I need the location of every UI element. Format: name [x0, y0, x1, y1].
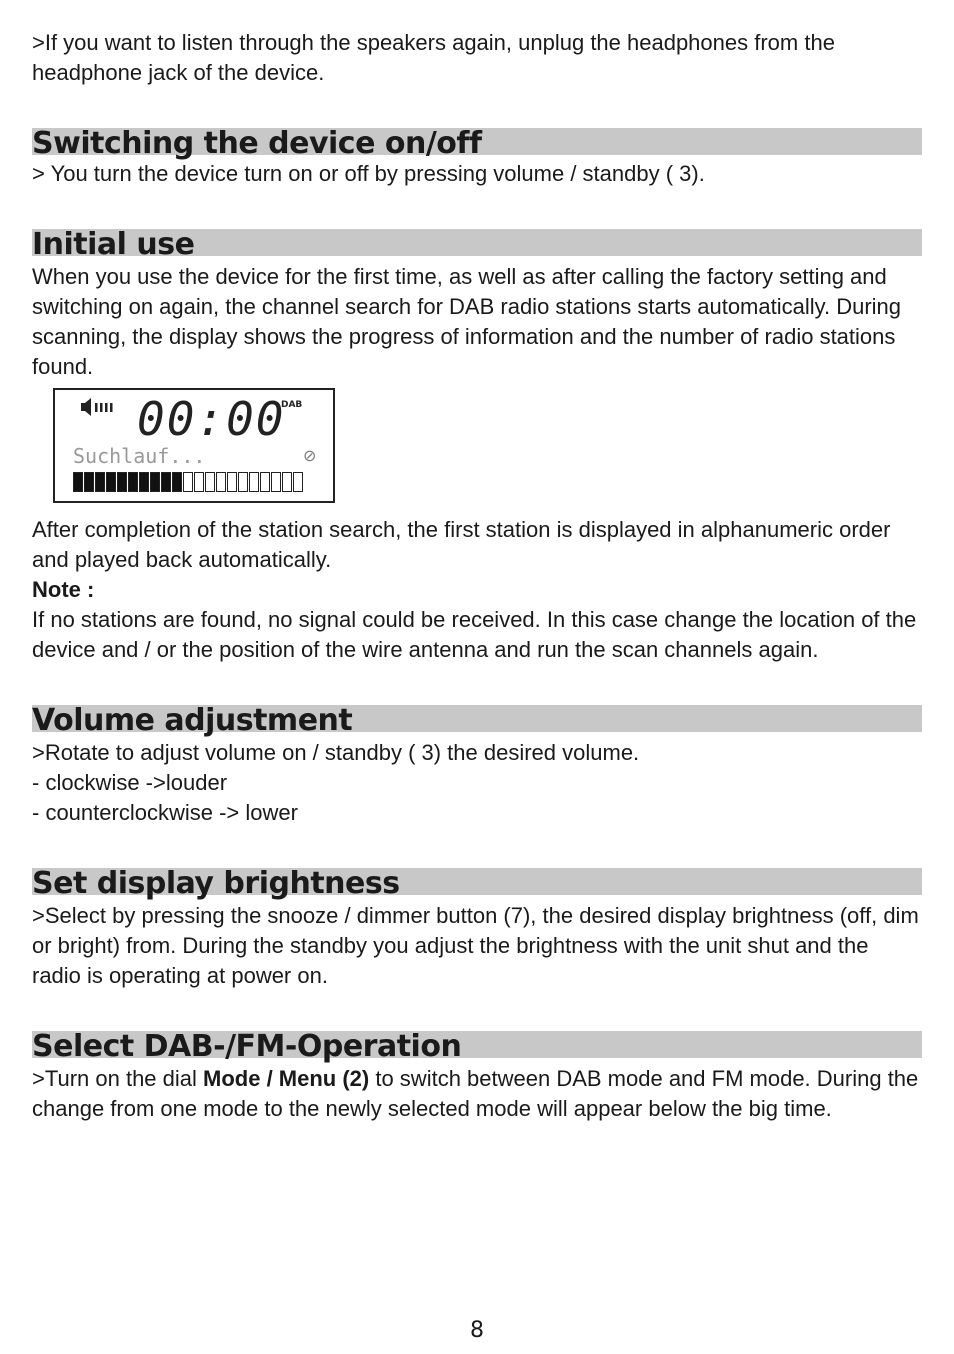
page-number: 8 [470, 1318, 484, 1343]
progress-segment [73, 472, 83, 492]
progress-segment [194, 472, 204, 492]
volume-counterclockwise-line: - counterclockwise -> lower [32, 800, 298, 825]
intro-paragraph: >If you want to listen through the speakers again, unplug the headphones from the headphone jack of the device. [32, 30, 835, 85]
note-paragraph: If no stations are found, no signal could be received. In this case change the location of the device and / or the position of the wire antenna and run the scan channels again. [32, 607, 917, 662]
progress-segment [293, 472, 303, 492]
progress-segment [183, 472, 193, 492]
progress-segment [161, 472, 171, 492]
section-heading-mode [32, 1029, 922, 1064]
volume-clockwise-line: - clockwise ->louder [32, 770, 228, 795]
band-indicator: DAB [281, 400, 303, 410]
progress-segment [95, 472, 105, 492]
progress-segment [117, 472, 127, 492]
scan-status-text: Suchlauf... [73, 444, 206, 468]
mode-paragraph [32, 1064, 922, 1124]
progress-segment [282, 472, 292, 492]
section-heading-initial-use [32, 227, 922, 262]
progress-segment [172, 472, 182, 492]
manual-page [32, 28, 922, 1124]
switching-paragraph: > You turn the device turn on or off by pressing volume / standby ( 3). [32, 161, 705, 186]
scan-progress-bar [73, 472, 303, 492]
brightness-paragraph: >Select by pressing the snooze / dimmer button (7), the desired display brightness (off, dim or bright) from. During the standby you adjust the brightness with the unit shut and the radio is operating at power on. [32, 903, 919, 988]
progress-segment [216, 472, 226, 492]
progress-segment [227, 472, 237, 492]
progress-segment [139, 472, 149, 492]
mode-menu-button-reference: Mode / Menu (2) [203, 1066, 370, 1091]
heading-text: Initial use [32, 227, 195, 262]
progress-segment [238, 472, 248, 492]
progress-segment [205, 472, 215, 492]
progress-segment [260, 472, 270, 492]
speaker-volume-icon [81, 398, 115, 416]
volume-line: >Rotate to adjust volume on / standby ( 3) the desired volume. [32, 740, 640, 765]
signal-icon: ⊘ [303, 446, 317, 465]
mode-text-pre: >Turn on the dial [32, 1066, 204, 1091]
progress-segment [106, 472, 116, 492]
heading-text: Volume adjustment [32, 703, 353, 738]
mode-text-post: to switch between DAB mode and FM mode. During the change from one mode to the newly selected mode will appear below the big time. [32, 1066, 919, 1121]
clock-readout: 00:00 [137, 392, 286, 446]
progress-segment [150, 472, 160, 492]
after-search-paragraph: After completion of the station search, the first station is displayed in alphanumeric order and played back automatically. [32, 517, 891, 572]
initial-use-paragraph: When you use the device for the first time, as well as after calling the factory setting and switching on again, the channel search for DAB radio stations starts automatically. During scanning, the display shows the progress of information and the number of radio stations found. [32, 264, 902, 379]
heading-text: Select DAB-/FM-Operation [32, 1029, 462, 1064]
progress-segment [271, 472, 281, 492]
heading-text: Set display brightness [32, 866, 400, 901]
section-heading-brightness [32, 866, 922, 901]
progress-segment [128, 472, 138, 492]
progress-segment [249, 472, 259, 492]
note-label: Note : [32, 577, 95, 602]
lcd-display-illustration [53, 388, 335, 503]
heading-text: Switching the device on/off [32, 126, 482, 161]
section-heading-volume [32, 703, 922, 738]
progress-segment [84, 472, 94, 492]
section-heading-switching [32, 126, 922, 161]
